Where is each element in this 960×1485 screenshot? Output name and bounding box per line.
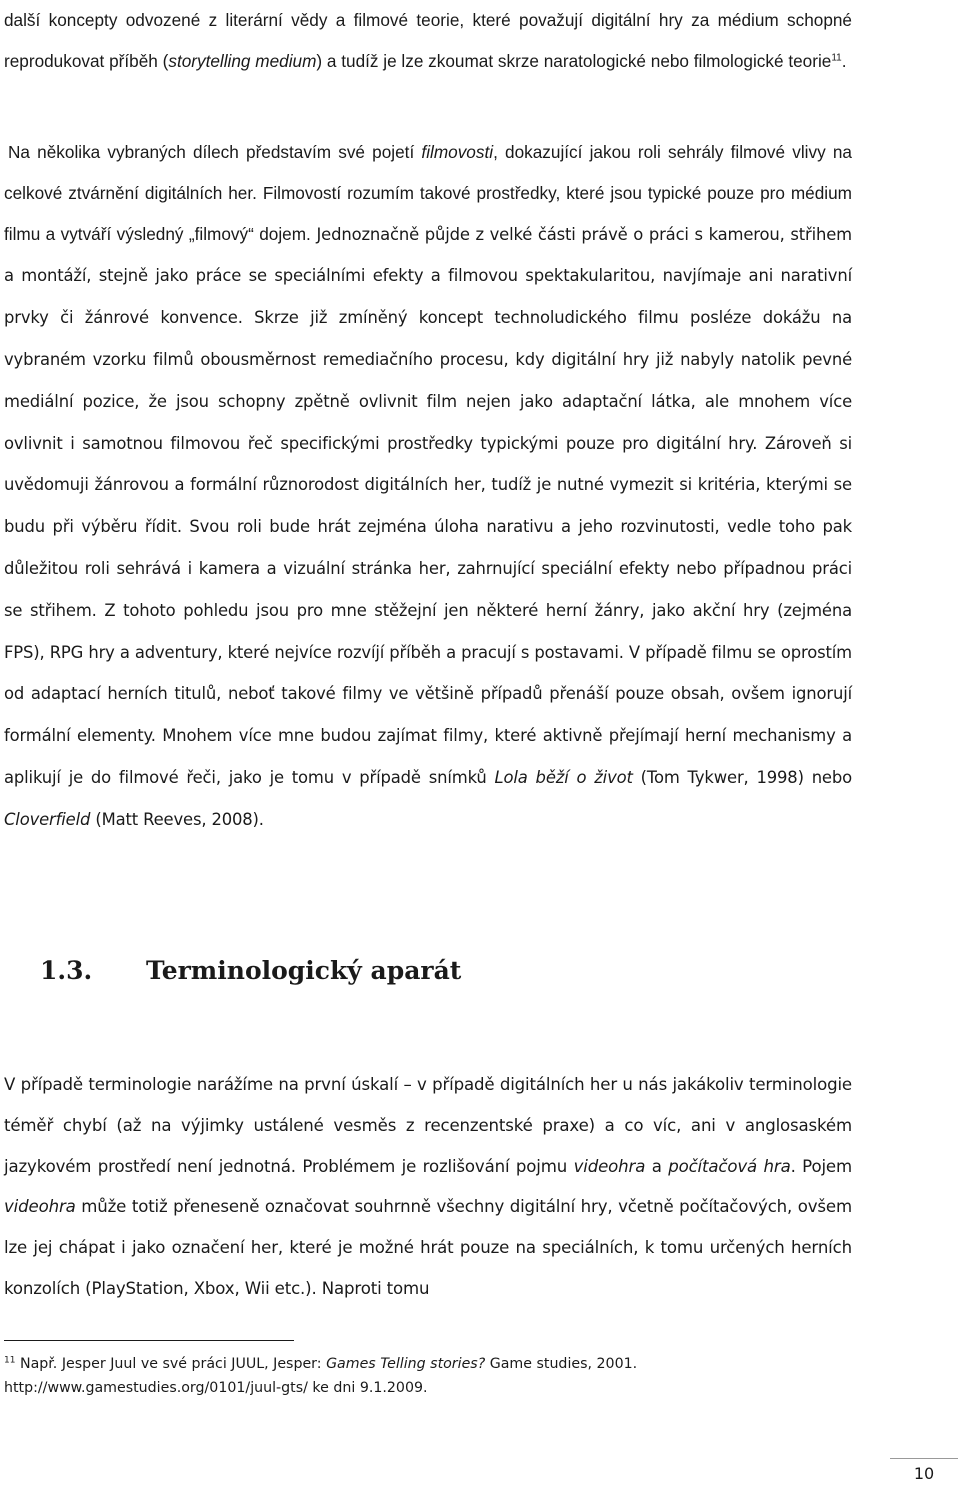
italic-film-title: Lola běží o život bbox=[494, 767, 633, 787]
section-heading bbox=[40, 956, 461, 985]
paragraph-intro-continuation bbox=[4, 0, 852, 82]
italic-film-title: Cloverfield bbox=[4, 809, 91, 829]
text-run: může totiž přeneseně označovat souhrnně všechny digitální hry, včetně počítačových, ovšem lze jej chápat i jako označení her, které je možné hrát pouze na speciálních, k tomu určených herních konzolích (PlayStation, Xbox, Wii etc.). Naproti tomu bbox=[4, 1197, 852, 1298]
text-run: (Tom Tykwer, 1998) nebo bbox=[632, 767, 852, 787]
footnote bbox=[4, 1352, 854, 1400]
text-run: V případě terminologie narážíme na první úskalí – v případě digitálních her u nás jakákoliv terminologie téměř chybí (až na výjimky ustálené vesměs z recenzentské praxe) a co víc, ani v anglosaském jazykovém prostředí není jednotná. Problémem je rozlišování pojmu bbox=[4, 1075, 852, 1176]
text-run: , dokazující jakou roli sehrály filmové vlivy na celkové ztvárnění digitálních her. Filmovostí rozumím takové prostředky, které jsou typické pouze pro médium filmu a vytváří výsledný „filmový“ dojem. bbox=[4, 142, 852, 244]
text-run: další koncepty odvozené z literární vědy a filmové teorie, které považují digitální hry za médium schopné reprodukovat příběh ( bbox=[4, 10, 852, 71]
text-run: Na několika vybraných dílech představím své pojetí bbox=[8, 142, 422, 162]
section-title: Terminologický aparát bbox=[146, 956, 462, 985]
footnote-url: http://www.gamestudies.org/0101/juul-gts/ ke dni 9.1.2009. bbox=[4, 1380, 428, 1396]
paragraph-filmovost bbox=[4, 132, 852, 841]
text-run: Např. Jesper Juul ve své práci JUUL, Jesper: bbox=[15, 1356, 327, 1372]
text-run: a bbox=[645, 1156, 669, 1176]
text-run: (Matt Reeves, 2008). bbox=[90, 809, 264, 829]
italic-term: počítačová hra bbox=[668, 1156, 791, 1176]
text-run: Game studies, 2001. bbox=[485, 1356, 638, 1372]
italic-term: videohra bbox=[573, 1156, 646, 1176]
footnote-number: 11 bbox=[4, 1355, 16, 1366]
italic-term: filmovosti bbox=[421, 142, 494, 162]
text-run: . bbox=[841, 50, 847, 71]
italic-work-title: Games Telling stories? bbox=[326, 1356, 486, 1372]
text-run: ) a tudíž je lze zkoumat skrze naratologické nebo filmologické teorie bbox=[316, 50, 832, 71]
text-run: Jednoznačně půjde z velké části právě o práci s kamerou, střihem a montáží, stejně jako práce se speciálními efekty a filmovou spektakularitou, navjímaje ani narativní prvky či žánrové konvence. Skrze již zmíněný koncept technoludického filmu posléze dokážu na vybraném vzorku filmů obousměrnost remediačního procesu, kdy digitální hry již nabyly natolik pevné mediální pozice, že jsou schopny zpětně ovlivnit film nejen jako adaptační látka, ale mnohem více ovlivnit i samotnou filmovou řeč specifickými prostředky typickými pouze pro digitální hry. Zároveň si uvědomuji žánrovou a formální různorodost digitálních her, tudíž je nutné vymezit si kritéria, kterými se budu při výběru řídit. Svou roli bude hrát zejména úloha narativu a jeho rozvinutosti, vedle toho pak důležitou roli sehrává i kamera a vizuální stránka her, zahrnující speciální efekty nebo případnou práci se střihem. Z tohoto pohledu jsou pro mne stěžejní jen některé herní žánry, jako akční hry (zejména FPS), RPG hry a adventury, které nejvíce rozvíjí příběh a pracují s postavami. V případě filmu se oprostím od adaptací herních titulů, neboť takové filmy ve většině případů přenáší pouze obsah, ovšem ignorují formální elementy. Mnohem více mne budou zajímat filmy, které aktivně přejímají herní mechanismy a aplikují je do filmové řeči, jako je tomu v případě snímků bbox=[4, 224, 852, 787]
text-run: . Pojem bbox=[790, 1156, 852, 1176]
paragraph-terminology bbox=[4, 1065, 852, 1310]
footnote-separator bbox=[4, 1340, 294, 1341]
italic-term: videohra bbox=[4, 1197, 76, 1217]
italic-term: storytelling medium bbox=[168, 50, 317, 71]
footnote-reference: 11 bbox=[831, 52, 842, 64]
page-number-rule bbox=[890, 1458, 958, 1459]
section-number: 1.3. bbox=[40, 956, 93, 985]
page-number: 10 bbox=[913, 1464, 935, 1483]
